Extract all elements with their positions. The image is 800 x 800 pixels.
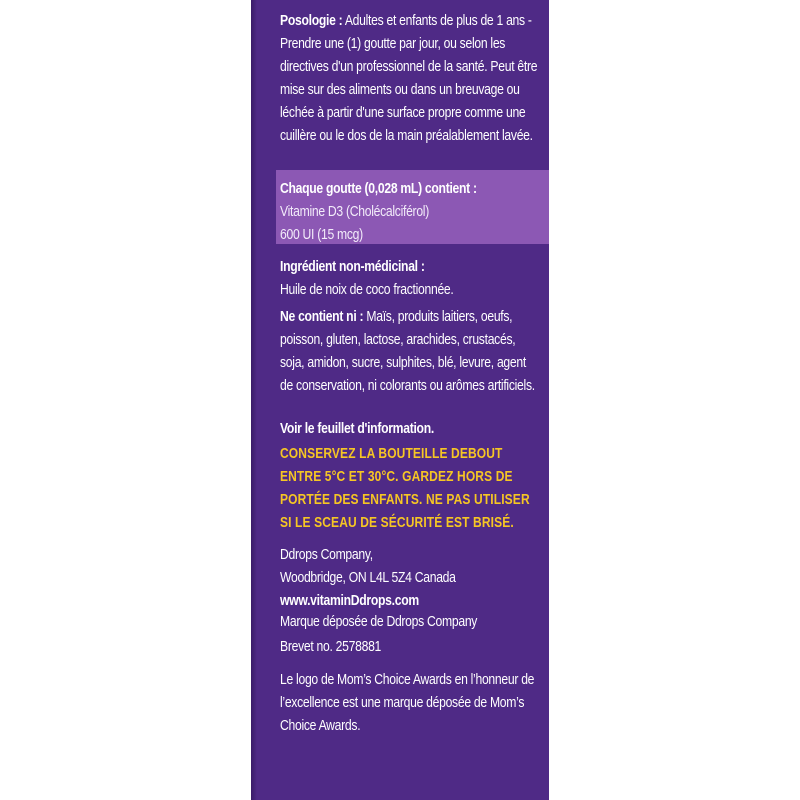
see-leaflet-note: Voir le feuillet d'information. xyxy=(280,421,434,437)
non-medicinal-text: Huile de noix de coco fractionnée. xyxy=(280,282,454,298)
dose-ingredient: Vitamine D3 (Cholécalciférol) xyxy=(280,204,429,220)
dosage-section xyxy=(280,10,542,148)
does-not-contain-heading: Ne contient ni : xyxy=(280,309,364,325)
company-address: Woodbridge, ON L4L 5Z4 Canada xyxy=(280,570,456,586)
panel-shadow-edge xyxy=(251,0,257,800)
dosage-text: Adultes et enfants de plus de 1 ans - Prendre une (1) goutte par jour, ou selon les directives d'un professionnel de la santé. Peut être mise sur des aliments ou dans un breuvage ou léchée à partir d'une surface propre comme une cuillère ou le dos de la main préalablement lavée. xyxy=(280,13,538,144)
company-name: Ddrops Company, xyxy=(280,547,373,563)
patent-number: Brevet no. 2578881 xyxy=(280,639,382,655)
company-info xyxy=(280,544,542,613)
label-panel xyxy=(251,0,549,800)
non-medicinal-section xyxy=(280,256,542,302)
dosage-heading: Posologie : xyxy=(280,13,343,29)
dose-info-text xyxy=(280,178,542,247)
company-website: www.vitaminDdrops.com xyxy=(280,593,419,609)
moms-choice-note: Le logo de Mom’s Choice Awards en l’honneur de l’excellence est une marque déposée de Mom’s Choice Awards. xyxy=(280,672,535,734)
does-not-contain-section xyxy=(280,306,542,398)
non-medicinal-heading: Ingrédient non-médicinal : xyxy=(280,259,425,275)
dose-amount: 600 UI (15 mcg) xyxy=(280,227,363,243)
does-not-contain-text: Maïs, produits laitiers, oeufs, poisson, gluten, lactose, arachides, crustacés, soja, amidon, sucre, sulphites, blé, levure, agent de conservation, ni colorants ou arômes artificiels. xyxy=(280,309,535,394)
trademark-note: Marque déposée de Ddrops Company xyxy=(280,614,478,630)
dose-heading: Chaque goutte (0,028 mL) contient : xyxy=(280,181,477,197)
storage-warning: CONSERVEZ LA BOUTEILLE DEBOUT ENTRE 5°C ET 30°C. GARDEZ HORS DE PORTÉE DES ENFANTS. NE PAS UTILISER SI LE SCEAU DE SÉCURITÉ EST BRISÉ. xyxy=(280,446,530,531)
